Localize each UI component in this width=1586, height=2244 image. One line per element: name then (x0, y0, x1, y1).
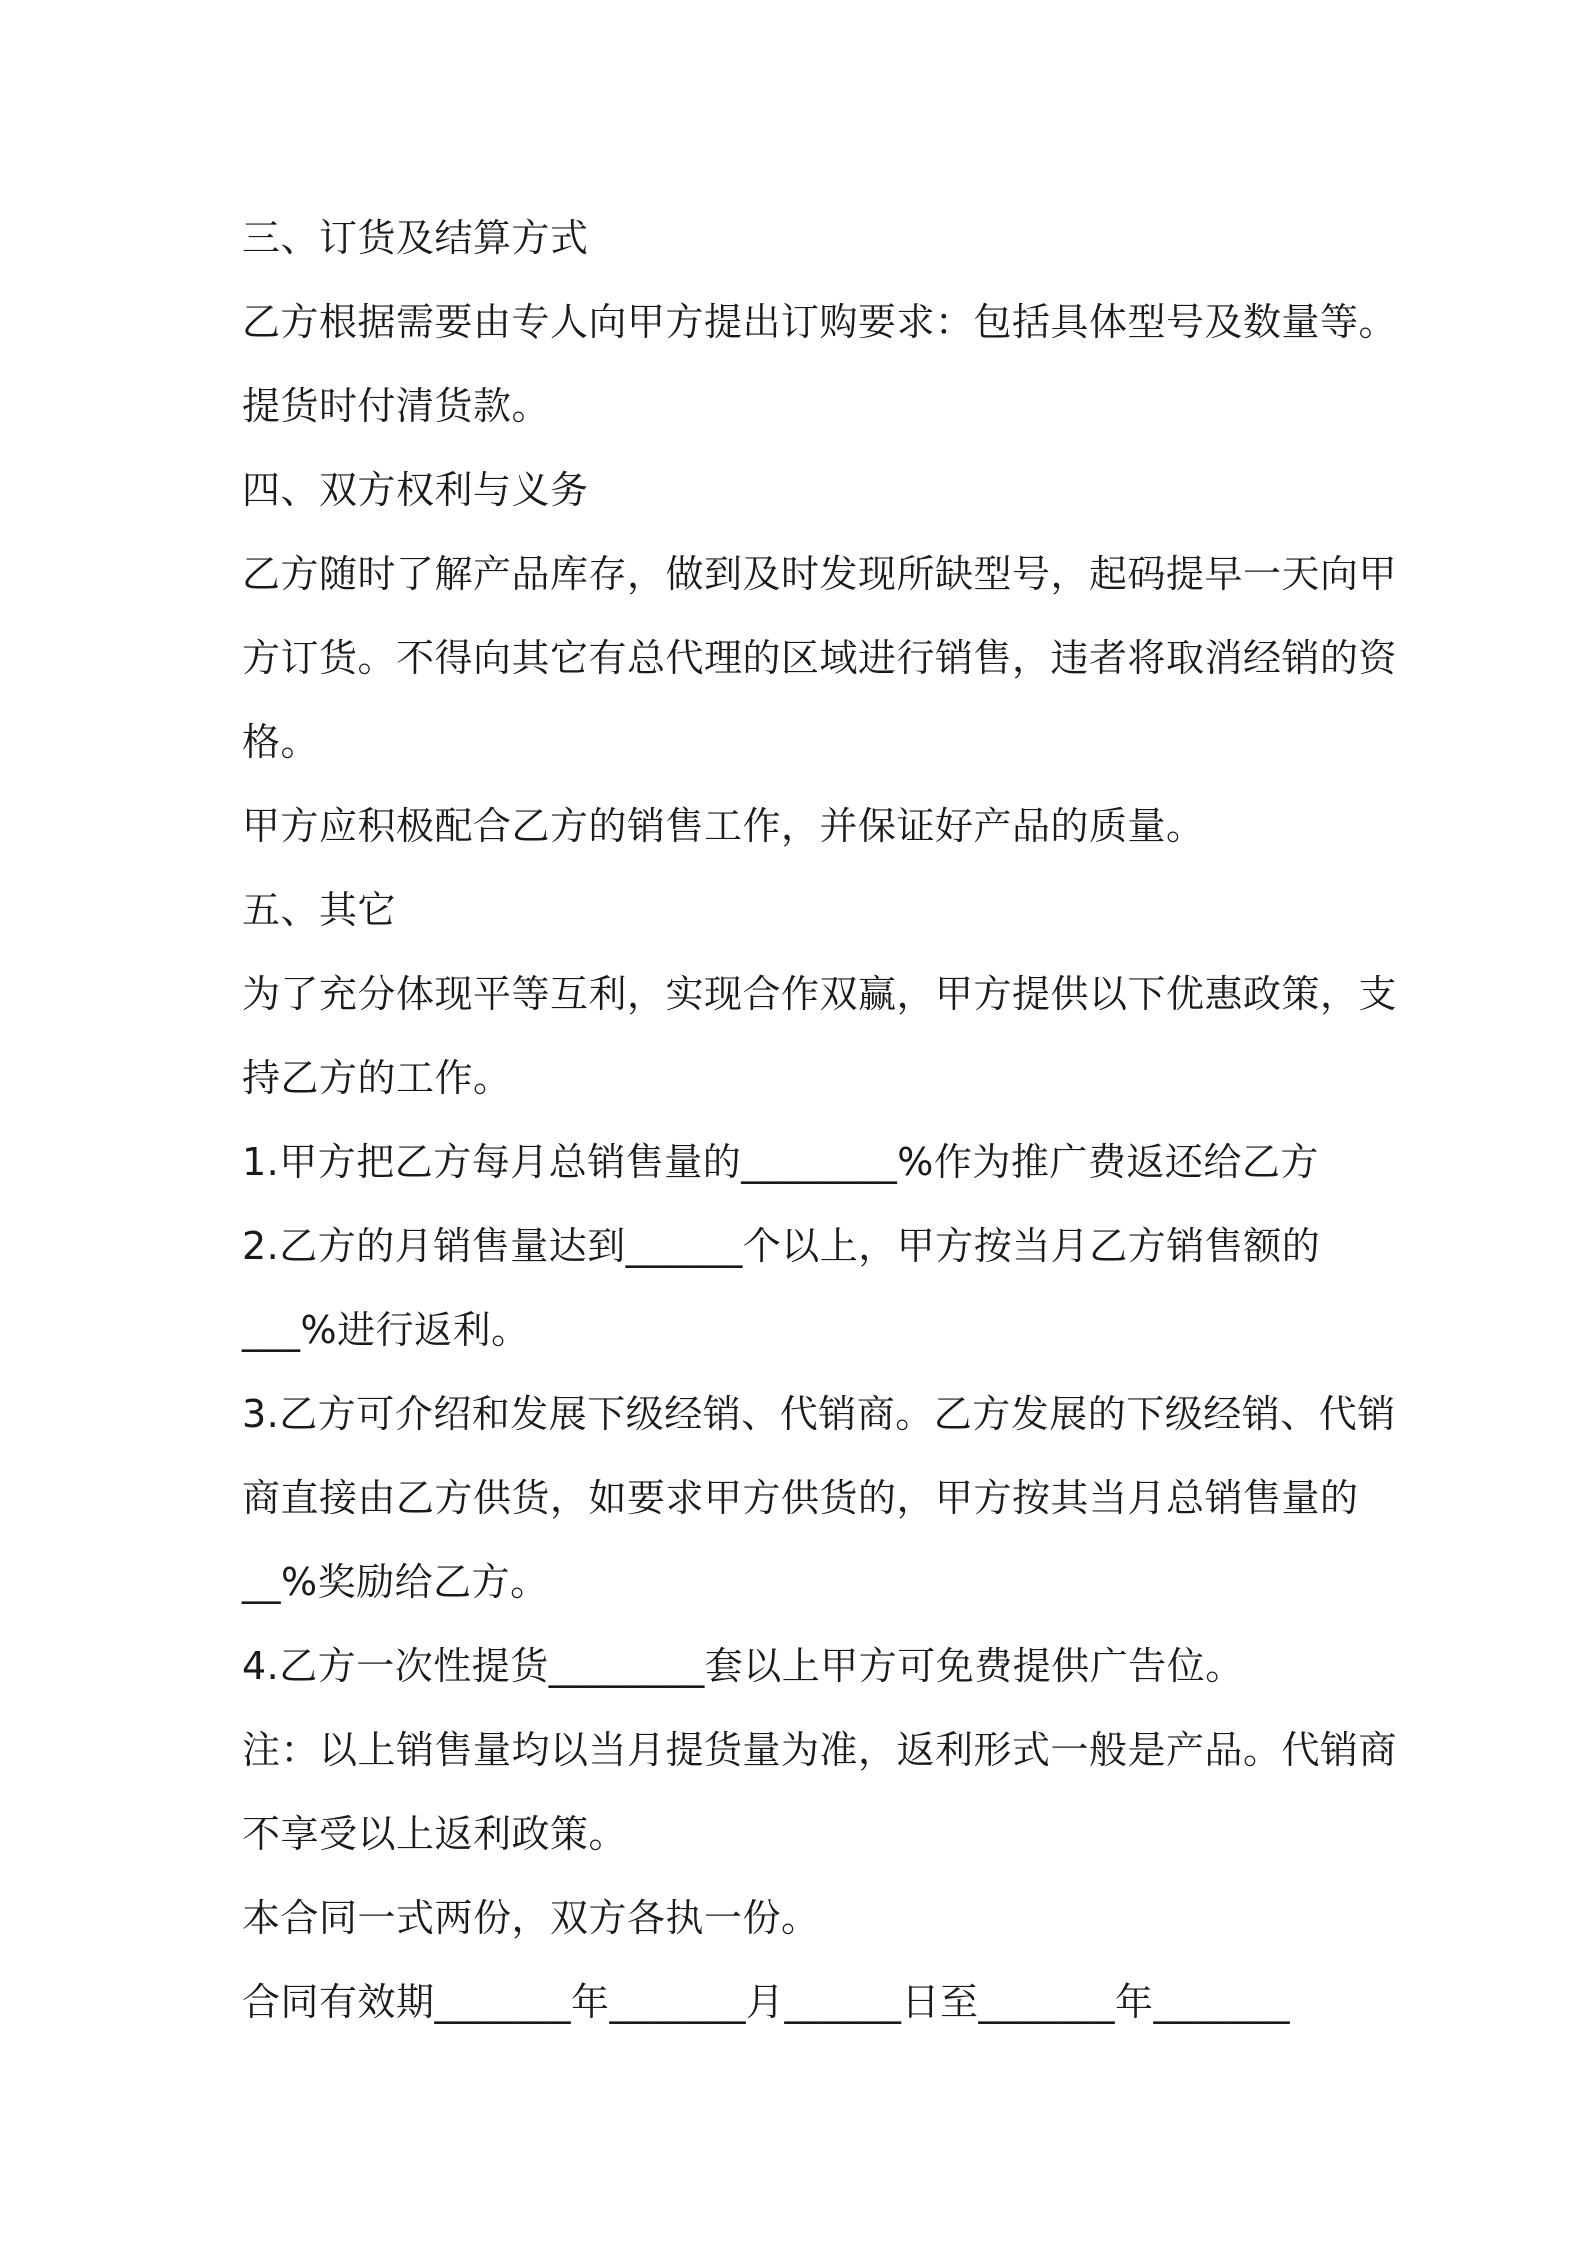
paragraph-line: 持乙方的工作。 (242, 1056, 512, 1100)
paragraph-line: 方订货。不得向其它有总代理的区域进行销售，违者将取消经销的资 (242, 636, 1398, 680)
section-heading-ordering-settlement: 三、订货及结算方式 (242, 216, 589, 260)
paragraph-line: 乙方根据需要由专人向甲方提出订购要求：包括具体型号及数量等。 (242, 300, 1398, 344)
paragraph-line: 甲方应积极配合乙方的销售工作，并保证好产品的质量。 (242, 804, 1205, 848)
section-heading-other: 五、其它 (242, 888, 397, 932)
note-line: 注：以上销售量均以当月提货量为准，返利形式一般是产品。代销商 (242, 1728, 1398, 1772)
note-line: 不享受以上返利政策。 (242, 1812, 628, 1856)
clause-item-2: 2.乙方的月销售量达到______个以上，甲方按当月乙方销售额的 (242, 1224, 1321, 1268)
clause-item-3: 3.乙方可介绍和发展下级经销、代销商。乙方发展的下级经销、代销 (242, 1392, 1396, 1436)
paragraph-line: 格。 (242, 720, 320, 764)
document-page (242, 196, 1398, 2044)
paragraph-line: 提货时付清货款。 (242, 384, 551, 428)
clause-item-1: 1.甲方把乙方每月总销售量的________%作为推广费返还给乙方 (242, 1140, 1319, 1184)
clause-item-3-continued: __%奖励给乙方。 (242, 1560, 549, 1604)
clause-item-2-continued: ___%进行返利。 (242, 1308, 530, 1352)
paragraph-line: 乙方随时了解产品库存，做到及时发现所缺型号，起码提早一天向甲 (242, 552, 1398, 596)
paragraph-line: 为了充分体现平等互利，实现合作双赢，甲方提供以下优惠政策，支 (242, 972, 1398, 1016)
paragraph-line: 本合同一式两份，双方各执一份。 (242, 1896, 820, 1940)
validity-period-line: 合同有效期_______年_______月______日至_______年_______ (242, 1980, 1291, 2024)
clause-item-4: 4.乙方一次性提货________套以上甲方可免费提供广告位。 (242, 1644, 1244, 1688)
clause-item-3-continued: 商直接由乙方供货，如要求甲方供货的，甲方按其当月总销售量的 (242, 1476, 1359, 1520)
section-heading-rights-obligations: 四、双方权利与义务 (242, 468, 589, 512)
